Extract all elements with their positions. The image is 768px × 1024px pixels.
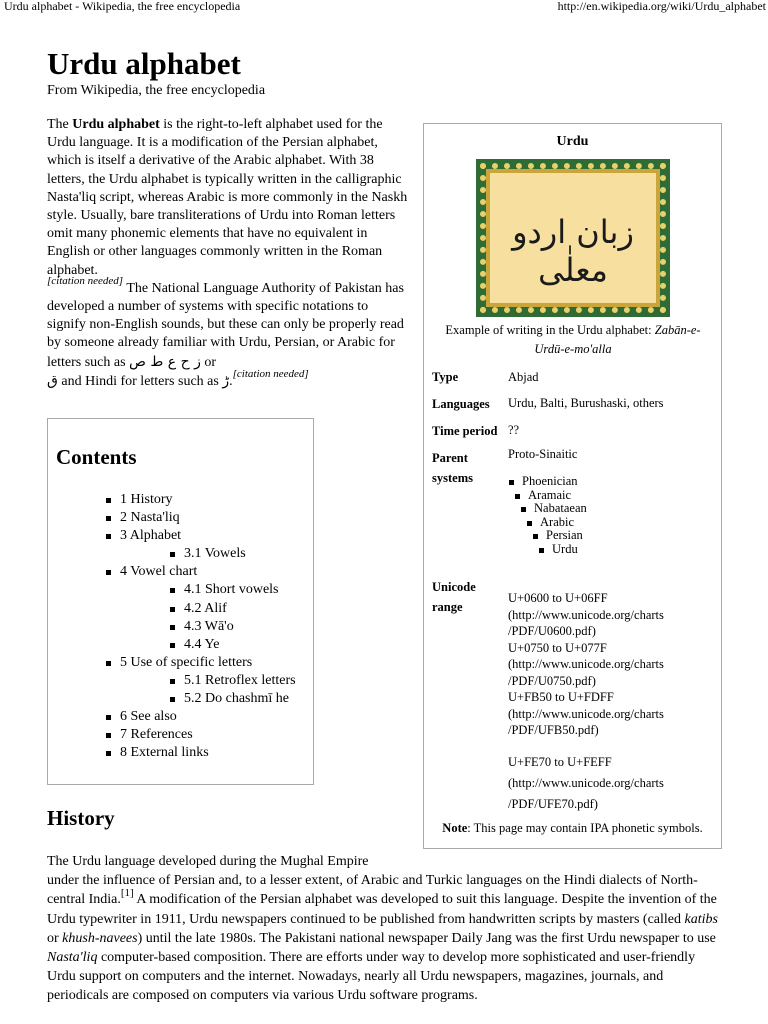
toc-item[interactable]: 4 Vowel chart — [106, 563, 296, 581]
toc-subitem[interactable]: 4.2 Alif — [170, 600, 296, 618]
page-subtitle: From Wikipedia, the free encyclopedia — [47, 83, 266, 98]
intro-paragraph: The Urdu alphabet is the right-to-left alphabet used for the Urdu language. It is a modification of the Persian alphabet, which is itself a derivative of the Arabic alphabet. With 38 letters, the Urdu alphabet is typically written in the calligraphic Nasta'liq script, whereas Arabic is more commonly in the Naskh style. Usually, bare transliterations of Urdu into Roman letters omit many phonemic elements that have no equivalent in English or other languages commonly written in the Roman alphabet. [citation needed] The National Language Authority of Pakistan has developed a number of systems with specific notations to signify non-English sounds, but these can only be properly read by someone already familiar with Urdu, Persian, or Arabic for letters such as ز ح ع ط ص or ق and Hindi for letters such as ڑ.[citation needed] — [47, 117, 408, 389]
unicode-link[interactable]: (http://www.unicode.org/charts — [508, 657, 664, 671]
languages-value[interactable]: Urdu, Balti, Burushaski, others — [508, 396, 664, 410]
toc-subitem[interactable]: 3.1 Vowels — [170, 545, 296, 563]
toc-item[interactable]: 2 Nasta'liq — [106, 509, 296, 527]
toc-subitem[interactable]: 4.4 Ye — [170, 636, 296, 654]
term-urdu-alphabet: Urdu alphabet — [72, 117, 160, 132]
citation-needed-link[interactable]: [citation needed] — [47, 275, 124, 288]
arabic-qaf: ق — [47, 372, 58, 389]
section-heading-history: History — [47, 806, 115, 830]
history-paragraph: The Urdu language developed during the Mughal Empire under the influence of Persian and, to a lesser extent, of Arabic and Turkic languages on the Hindi dialects of North-central India.[1] A modification of the Persian alphabet was developed to suit this language. Despite the invention of the Urdu typewriter in 1911, Urdu newspapers continued to be published from handwritten scripts by masters (called katibs or khush-navees) until the late 1980s. The Pakistani national newspaper Daily Jang was the first Urdu newspaper to use Nasta'liq computer-based composition. There are efforts under way to develop more sophisticated and user-friendly Urdu support on computers and the internet. Nowadays, nearly all Urdu newspapers, magazines, journals, and periodicals are composed on computers via various Urdu software programs. — [47, 854, 718, 1004]
unicode-link[interactable]: /PDF/U0750.pdf) — [508, 673, 596, 688]
unicode-link[interactable]: (http://www.unicode.org/charts — [508, 775, 664, 790]
type-value[interactable]: Abjad — [508, 370, 539, 384]
toc-heading: Contents — [56, 445, 137, 469]
toc-item[interactable]: 7 References — [106, 726, 296, 744]
infobox-title: Urdu — [556, 134, 589, 149]
calligraphy-text: زبان اردو معلٰی — [512, 213, 634, 289]
header-url: http://en.wikipedia.org/wiki/Urdu_alphabet — [557, 0, 766, 13]
unicode-link[interactable]: /PDF/U0600.pdf) — [508, 624, 596, 638]
languages-label: Languages — [432, 397, 490, 411]
toc-item[interactable]: 3 Alphabet — [106, 527, 296, 545]
tree-item[interactable]: Phoenician — [509, 475, 587, 489]
toc-item[interactable]: 8 External links — [106, 744, 296, 762]
unicode-link[interactable]: (http://www.unicode.org/charts — [508, 607, 664, 622]
infobox — [423, 123, 722, 849]
tree-item[interactable]: Arabic — [527, 516, 587, 530]
toc-item[interactable]: 1 History — [106, 491, 296, 509]
hindi-letter: ڑ — [222, 372, 230, 389]
ipa-note: Note: This page may contain IPA phonetic symbols. — [442, 821, 703, 835]
page-title: Urdu alphabet — [47, 46, 241, 81]
unicode-ranges: U+0600 to U+06FF (http://www.unicode.org/charts /PDF/U0600.pdf) U+0750 to U+077F (http://www.unicode.org/charts /PDF/U0750.pdf) U+FB50 to U+FDFF (http://www.unicode.org/charts /PDF/UFB50.pdf) U+FE70 to U+FEFF (http://www.unicode.org/charts /PDF/UFE70.pdf) — [508, 590, 664, 815]
header-page-title: Urdu alphabet - Wikipedia, the free encyclopedia — [4, 0, 241, 13]
toc-list — [106, 491, 296, 762]
time-period-label: Time period — [432, 424, 498, 438]
toc-subitem[interactable]: 4.3 Wā'o — [170, 618, 296, 636]
toc-subitem[interactable]: 5.1 Retroflex letters — [170, 672, 296, 690]
unicode-link[interactable]: (http://www.unicode.org/charts — [508, 706, 664, 721]
citation-needed-link[interactable]: [citation needed] — [232, 368, 309, 381]
tree-item: Urdu — [539, 543, 587, 557]
unicode-range-label: Unicode range — [432, 580, 476, 614]
arabic-letters: ز ح ع ط ص — [129, 353, 201, 370]
table-of-contents — [47, 418, 314, 785]
toc-item[interactable]: 6 See also — [106, 708, 296, 726]
parent-tree — [509, 475, 587, 556]
toc-item[interactable]: 5 Use of specific letters — [106, 654, 296, 672]
tree-item[interactable]: Aramaic — [515, 489, 587, 503]
parent-root[interactable]: Proto-Sinaitic — [508, 447, 578, 461]
toc-subitem[interactable]: 4.1 Short vowels — [170, 581, 296, 599]
toc-subitem[interactable]: 5.2 Do chashmī he — [170, 690, 296, 708]
print-header — [0, 0, 768, 16]
reference-link[interactable]: [1] — [120, 886, 134, 899]
type-label: Type — [432, 370, 459, 384]
unicode-link[interactable]: /PDF/UFB50.pdf) — [508, 723, 599, 737]
urdu-calligraphy-image[interactable] — [476, 159, 670, 317]
tree-item[interactable]: Persian — [533, 529, 587, 543]
image-caption: Example of writing in the Urdu alphabet: Zabān-e-Urdū-e-mo'alla — [445, 323, 701, 356]
tree-item[interactable]: Nabataean — [521, 502, 587, 516]
parent-systems-label: Parent systems — [432, 451, 473, 485]
unicode-link[interactable]: /PDF/UFE70.pdf) — [508, 796, 598, 811]
time-period-value: ?? — [508, 423, 520, 437]
